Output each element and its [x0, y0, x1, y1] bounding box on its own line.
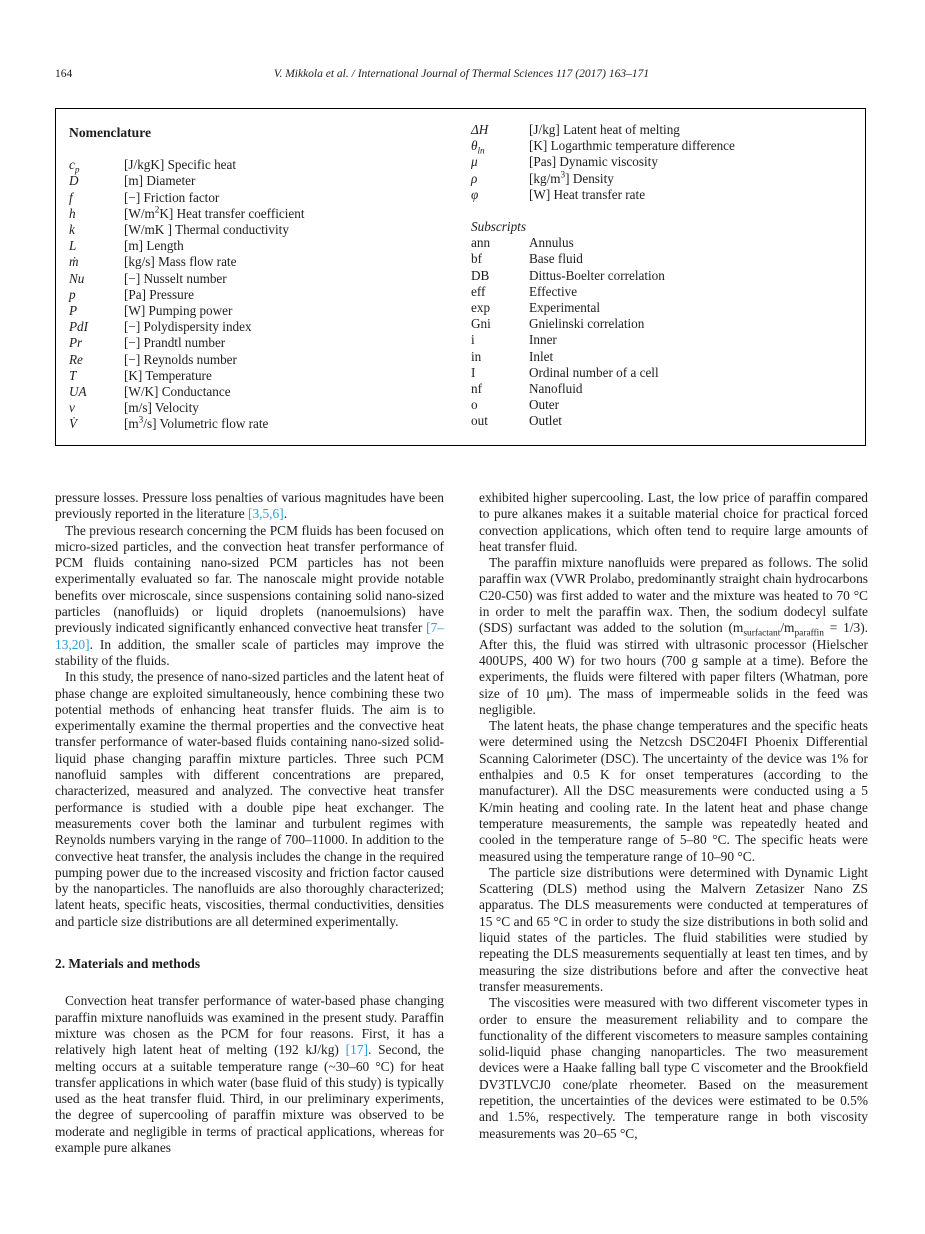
symbol: ν [69, 400, 75, 416]
definition: Outer [529, 397, 560, 413]
symbol: UA [69, 384, 87, 400]
paragraph [479, 490, 868, 555]
definition: [kg/s] Mass flow rate [124, 254, 237, 270]
nomenclature-entry [471, 187, 865, 203]
definition: Ordinal number of a cell [529, 364, 659, 380]
text-run: In this study, the presence of nano-sized particles and the latent heat of phase change are exploited simultaneously, hence combining these two potential methods of enhancing heat transfer fluids. The aim is to experimentally examine the thermal properties and the convective heat transfer performance of water-based fluids containing nano-sized solid-liquid phase changing paraffin mixture particles. Three such PCM nanofluid samples with different concentrations are prepared, characterized, measured and analyzed. The convective heat transfer performance is studied with a double pipe heat exchanger. The measurements cover both the laminar and turbulent regimes with Reynolds numbers varying in the range of 700–11000. In addition to the convective heat transfer, the analysis includes the change in the required pumping power due to the increased viscosity and friction factor caused by the nanoparticles. The nanofluids are also thoroughly characterized; latent heats, specific heats, viscosities, thermal conductivities, densities and particle size distributions are all determined experimentally. [55, 669, 444, 929]
nomenclature-entry [471, 349, 865, 365]
text-run: The particle size distributions were determined with Dynamic Light Scattering (DLS) method using the Malvern Zetasizer Nano ZS apparatus. The DLS measurements were conducted at temperatures of 15 °C and 65 °C in order to study the size distributions in both solid and liquid states of the particles. The fluid stabilities were studied by repeating the DLS measurements sequentially at least ten times, and by measuring the size distributions before and after the convective heat transfer measurements. [479, 864, 868, 994]
text-run: The previous research concerning the PCM fluids has been focused on micro-sized particles, and the convection heat transfer performance of PCM fluids containing nano-sized PCM particles has not been experimentally evaluated so far. The nanoscale might provide notable benefits over microscale, since suspensions containing solid nano-sized particles (nanofluids) or liquid droplets (nanoemulsions) have previously indicated significantly enhanced convective heat transfer [55, 522, 444, 636]
symbol: ṁ [69, 254, 79, 270]
symbol: Nu [69, 270, 85, 286]
page-number: 164 [55, 68, 73, 80]
definition: [K] Logarthmic temperature difference [529, 138, 735, 154]
definition: [W/K] Conductance [124, 384, 231, 400]
symbol: i [471, 332, 475, 348]
text-run: . Second, the melting occurs at a suitable temperature range (~30–60 °C) for heat transfer applications in which water (base fluid of this study) is typically used as the heat transfer fluid. Third, in our preliminary experiments, the degree of supercooling of paraffin mixture was observed to be moderate and negligible in terms of practical applications, whereas for example pure alkanes [55, 1042, 444, 1155]
definition: $[W/m^2K]$ Heat transfer coefficient [124, 204, 305, 221]
nomenclature-entry [471, 365, 865, 381]
definition: [−] Prandtl number [124, 335, 226, 351]
definition: [m] Diameter [124, 173, 196, 189]
paragraph [479, 718, 868, 865]
nomenclature-entry [69, 271, 471, 287]
definition: [J/kg] Latent heat of melting [529, 122, 680, 137]
definition: [J/kgK] Specific heat [124, 157, 237, 173]
citation-link[interactable]: [3,5,6] [247, 506, 284, 522]
definition: Experimental [529, 300, 601, 316]
nomenclature-entry [471, 397, 865, 413]
nomenclature-entry [471, 122, 865, 138]
text-run: pressure losses. Pressure loss penalties of various magnitudes have been previously reported in the literature [55, 490, 444, 522]
page-header [55, 68, 868, 84]
text-run: Convection heat transfer performance of water-based phase changing paraffin mixture nanofluids was examined in the present study. Paraffin mixture was chosen as the PCM for four reasons. First, it has a relatively high latent heat of melting (192 kJ/kg) [55, 993, 444, 1058]
text-run: The latent heats, the phase change temperatures and the specific heats were determined using the Netzcsh DSC204FI Phoenix Differential Scanning Calorimeter (DSC). The uncertainty of the device was 1% for enthalpies and 0.5 K for onset temperatures (according to the manufacturer). All the DSC measurements were conducted using a 5 K/min heating and cooling rate. In the latent heat and phase change temperature measurements, the sample was repeatedly heated and cooled in the temperature range of 5–80 °C. The specific heats were measured using the temperature range of 10–90 °C. [479, 718, 868, 864]
symbol: PdI [69, 319, 89, 335]
symbol: k [69, 222, 75, 238]
nomenclature-entry [69, 368, 471, 384]
definition: Inlet [529, 348, 554, 364]
nomenclature-entry [471, 154, 865, 170]
definition: [−] Polydispersity index [124, 319, 252, 335]
symbol: o [471, 397, 478, 413]
symbol: $c_p$ [69, 157, 80, 175]
definition: [W] Heat transfer rate [529, 186, 646, 202]
subscripts-list [471, 235, 865, 429]
paragraph [479, 555, 868, 718]
definition: Base fluid [529, 251, 583, 267]
symbol: eff [471, 283, 486, 299]
definition: [W/mK ] Thermal conductivity [124, 222, 289, 238]
symbol: Gni [471, 316, 491, 332]
nomenclature-entry [69, 319, 471, 335]
symbol: P [69, 303, 78, 319]
paragraph [479, 865, 868, 995]
nomenclature-entry [69, 352, 471, 368]
definition: [−] Nusselt number [124, 270, 227, 286]
symbol: ρ [471, 170, 478, 186]
nomenclature-left-list [69, 157, 471, 432]
symbol: I [471, 364, 476, 380]
nomenclature-entry [471, 316, 865, 332]
paragraph [55, 993, 444, 1156]
nomenclature-right-list [471, 122, 865, 203]
nomenclature-entry [471, 138, 865, 154]
nomenclature-left-column [69, 119, 471, 445]
definition: Effective [529, 283, 578, 299]
body-column-right [479, 490, 868, 1156]
text-run: . In addition, the smaller scale of particles may improve the stability of the fluids. [55, 636, 444, 668]
subscripts-title: Subscripts [471, 219, 526, 235]
nomenclature-entry [69, 173, 471, 189]
text-run: The viscosities were measured with two different viscometer types in order to ensure the measurement reliability and to compare the functionality of the different viscometers to measure samples containing solid-liquid phase changing nanoparticles. The two measurement devices were a Haake falling ball type C viscometer and the Brookfield DV3TLVCJ0 cone/plate rheometer. Based on the measurement repetition, the uncertainties of the devices were estimated to be 0.5% and 1.5%, respectively. The temperature range in both viscosity measurements was 20–65 °C, [479, 995, 868, 1141]
running-head: V. Mikkola et al. / International Journal of Thermal Sciences 117 (2017) 163–171 [273, 68, 650, 80]
nomenclature-entry [69, 206, 471, 222]
nomenclature-entry [471, 332, 865, 348]
nomenclature-entry [471, 413, 865, 429]
nomenclature-title: Nomenclature [69, 125, 152, 140]
nomenclature-entry [69, 190, 471, 206]
symbol: D [69, 173, 79, 189]
paragraph [479, 995, 868, 1142]
nomenclature-entry [471, 171, 865, 187]
definition: [Pas] Dynamic viscosity [529, 154, 658, 170]
nomenclature-entry [471, 251, 865, 267]
nomenclature-entry [69, 416, 471, 432]
symbol: V̇ [69, 416, 78, 432]
symbol: $\theta_{ln}$ [471, 138, 485, 156]
definition: [Pa] Pressure [124, 286, 194, 302]
nomenclature-entry [69, 157, 471, 173]
section-heading: 2. Materials and methods [55, 956, 201, 972]
definition: [m] Length [124, 238, 184, 254]
definition: [m/s] Velocity [124, 400, 199, 416]
symbol: in [471, 348, 482, 364]
symbol: out [471, 413, 488, 429]
nomenclature-entry [471, 284, 865, 300]
nomenclature-entry [69, 335, 471, 351]
definition: $[kg/m^3]$ Density [529, 169, 614, 186]
symbol: L [69, 238, 77, 254]
definition: [W] Pumping power [124, 303, 233, 319]
symbol: exp [471, 300, 491, 316]
definition: Dittus-Boelter correlation [529, 267, 665, 283]
nomenclature-entry [471, 235, 865, 251]
definition: Inner [529, 332, 557, 348]
definition: [−] Friction factor [124, 189, 220, 205]
symbol: ΔH [471, 122, 489, 137]
text-run: . [283, 506, 288, 522]
symbol: Pr [69, 335, 83, 351]
symbol: f [69, 189, 73, 205]
symbol: DB [471, 267, 490, 283]
nomenclature-entry [471, 381, 865, 397]
nomenclature-right-column [471, 119, 865, 445]
symbol: nf [471, 381, 482, 397]
text-run: The paraffin mixture nanofluids were prepared as follows. The solid paraffin wax (VWR Prolabo, predominantly straight chain hydrocarbons C20-C50) was first added to water and the mixture was heated to 70 °C in order to melt the paraffin wax. Then, the sodium dodecyl sulfate (SDS) surfactant was added to the solution $(m_{surfactant}/m_{paraffin} = 1/3)$. After this, the fluid was stirred with ultrasonic processor (Hielscher 400UPS, 400 W) for two hours (700 g sample at a time). Before the experiments, the fluids were filtered with paper filters (Whatman, pore size of 10 μm). The mass of impermeable solids in the feed was negligible. [479, 555, 869, 717]
definition: $[m^3/s]$ Volumetric flow rate [124, 415, 269, 432]
symbol: p [69, 286, 76, 302]
nomenclature-entry [69, 384, 471, 400]
definition: Nanofluid [529, 381, 583, 397]
citation-link[interactable]: [17] [345, 1042, 368, 1058]
citation-link[interactable]: [7–13,20] [55, 620, 444, 652]
symbol: h [69, 205, 76, 221]
nomenclature-entry [471, 268, 865, 284]
body-text [55, 490, 868, 1156]
symbol: T [69, 367, 77, 383]
definition: [−] Reynolds number [124, 351, 237, 367]
symbol: φ [471, 186, 479, 202]
nomenclature-entry [69, 254, 471, 270]
symbol: μ [471, 154, 478, 170]
nomenclature-box [55, 108, 866, 446]
definition: Outlet [529, 413, 562, 429]
nomenclature-entry [69, 303, 471, 319]
text-run: exhibited higher supercooling. Last, the low price of paraffin compared to pure alkanes makes it a suitable material choice for practical forced convection applications, which often tend to require large amounts of heat transfer fluid. [479, 490, 868, 554]
symbol: Re [69, 351, 83, 367]
nomenclature-entry [471, 300, 865, 316]
nomenclature-entry [69, 400, 471, 416]
definition: Gnielinski correlation [529, 316, 645, 332]
definition: Annulus [529, 235, 574, 251]
nomenclature-entry [69, 287, 471, 303]
nomenclature-entry [69, 222, 471, 238]
symbol: ann [471, 235, 491, 251]
paragraph [55, 523, 444, 670]
nomenclature-entry [69, 238, 471, 254]
body-column-left [55, 490, 444, 1156]
paragraph [55, 490, 444, 523]
symbol: bf [471, 251, 482, 267]
definition: [K] Temperature [124, 367, 212, 383]
paragraph [55, 669, 444, 930]
